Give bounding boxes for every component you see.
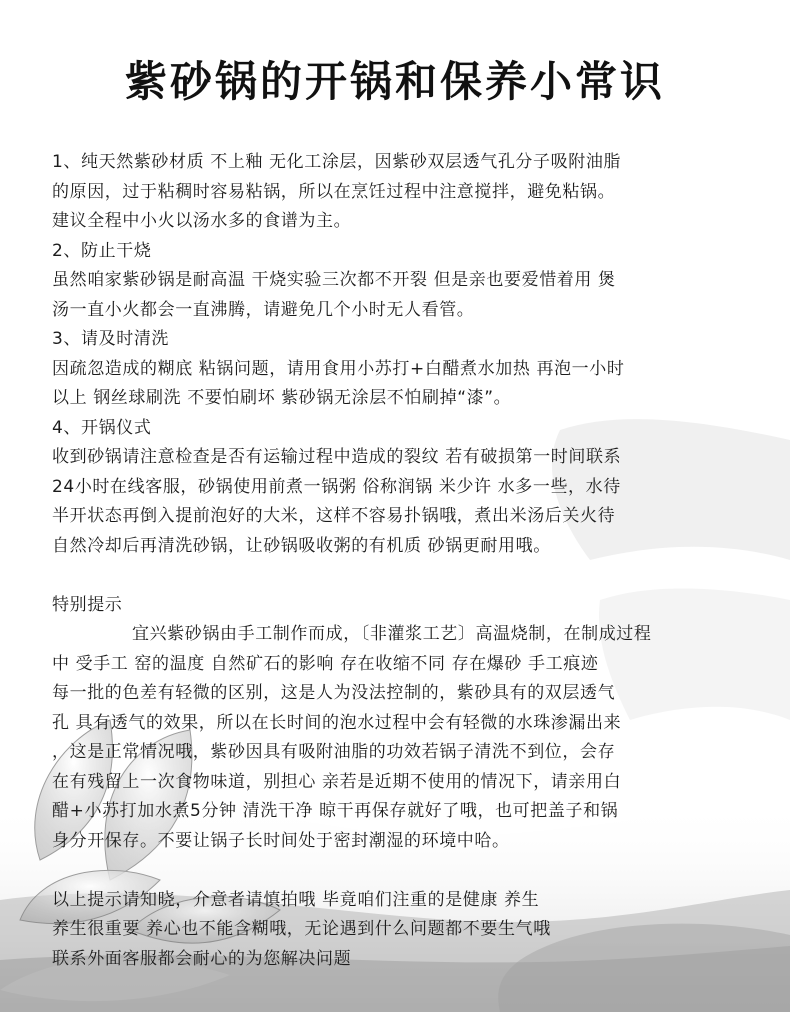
body-line: ，这是正常情况哦，紫砂因具有吸附油脂的功效若锅子清洗不到位，会存 bbox=[52, 742, 616, 762]
section-heading: 4、开锅仪式 bbox=[52, 417, 152, 438]
paragraph-gap bbox=[52, 561, 752, 591]
body-line: 身分开保存。不要让锅子长时间处于密封潮湿的环境中哈。 bbox=[52, 830, 510, 851]
body-line: 1、纯天然紫砂材质 不上釉 无化工涂层，因紫砂双层透气孔分子吸附油脂 bbox=[52, 152, 622, 172]
body-line: 在有残留上一次食物味道，别担心 亲若是近期不使用的情况下，请亲用白 bbox=[52, 771, 622, 792]
closing-line: 养生很重要 养心也不能含糊哦，无论遇到什么问题都不要生气哦 bbox=[52, 919, 551, 939]
closing-line: 联系外面客服都会耐心的为您解决问题 bbox=[52, 948, 352, 969]
body-line: 24小时在线客服，砂锅使用前煮一锅粥 俗称润锅 米少许 水多一些，水待 bbox=[52, 476, 621, 497]
section-heading: 2、防止干烧 bbox=[52, 240, 152, 261]
body-line: 汤一直小火都会一直沸腾，请避免几个小时无人看管。 bbox=[52, 299, 475, 320]
section-heading: 3、请及时清洗 bbox=[52, 329, 170, 349]
body-line: 每一批的色差有轻微的区别，这是人为没法控制的，紫砂具有的双层透气 bbox=[52, 683, 616, 703]
body-line: 孔 具有透气的效果，所以在长时间的泡水过程中会有轻微的水珠渗漏出来 bbox=[52, 712, 622, 733]
special-tip-first-line: 宜兴紫砂锅由手工制作而成，〔非灌浆工艺〕高温烧制，在制成过程 bbox=[132, 624, 652, 644]
body-line: 因疏忽造成的糊底 粘锅问题，请用食用小苏打+白醋煮水加热 再泡一小时 bbox=[52, 358, 625, 379]
body-line: 半开状态再倒入提前泡好的大米，这样不容易扑锅哦，煮出米汤后关火待 bbox=[52, 506, 616, 526]
body-line: 中 受手工 窑的温度 自然矿石的影响 存在收缩不同 存在爆砂 手工痕迹 bbox=[52, 653, 599, 674]
body-line: 自然冷却后再清洗砂锅，让砂锅吸收粥的有机质 砂锅更耐用哦。 bbox=[52, 535, 551, 556]
paragraph-gap bbox=[52, 856, 752, 886]
body-line: 虽然咱家紫砂锅是耐高温 干烧实验三次都不开裂 但是亲也要爱惜着用 煲 bbox=[52, 270, 616, 290]
body-line: 建议全程中小火以汤水多的食谱为主。 bbox=[52, 211, 352, 231]
document-body bbox=[52, 148, 752, 974]
body-line: 收到砂锅请注意检查是否有运输过程中造成的裂纹 若有破损第一时间联系 bbox=[52, 447, 622, 467]
body-line: 醋+小苏打加水煮5分钟 清洗干净 晾干再保存就好了哦，也可把盖子和锅 bbox=[52, 801, 619, 821]
body-line: 的原因，过于粘稠时容易粘锅，所以在烹饪过程中注意搅拌，避免粘锅。 bbox=[52, 181, 616, 202]
body-line: 以上 钢丝球刷洗 不要怕刷坏 紫砂锅无涂层不怕刷掉“漆”。 bbox=[52, 388, 512, 408]
special-tip-heading: 特别提示 bbox=[52, 594, 123, 615]
page-title: 紫砂锅的开锅和保养小常识 bbox=[124, 57, 665, 106]
closing-line: 以上提示请知晓，介意者请慎拍哦 毕竟咱们注重的是健康 养生 bbox=[52, 889, 540, 910]
